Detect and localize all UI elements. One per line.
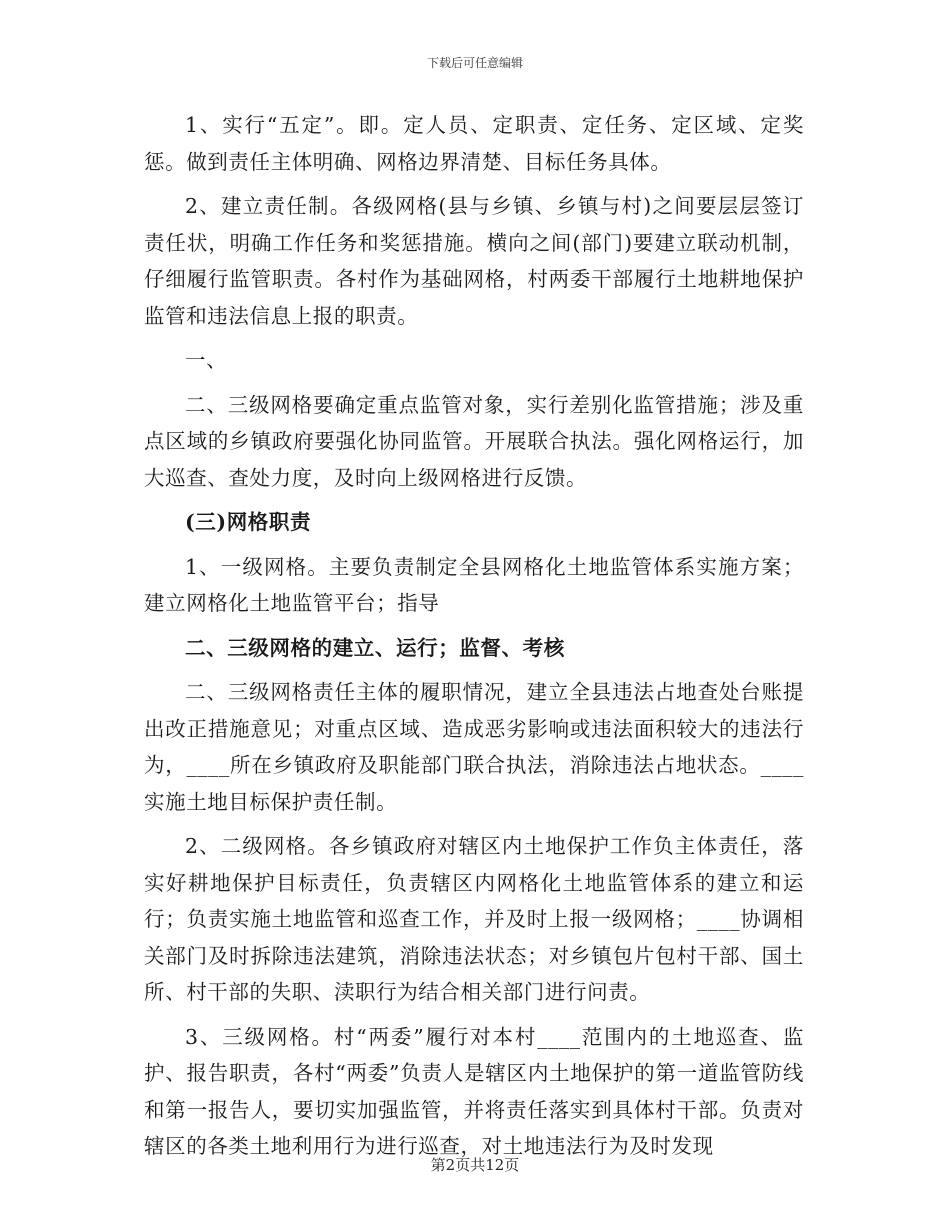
paragraph-level-three-grid: 3、三级网格。村“两委”履行对本村____范围内的土地巡查、监护、报告职责，各村“两委”负责人是辖区内土地保护的第一道监管防线和第一报告人，要切实加强监管，并将责任落实到具体村干部。负责对辖区的各类土地利用行为进行巡查，对土地违法行为及时发现 [144, 1024, 804, 1158]
paragraph-responsibility-system: 2、建立责任制。各级网格(县与乡镇、乡镇与村)之间要层层签订责任状，明确工作任务和奖惩措施。横向之间(部门)要建立联动机制，仔细履行监管职责。各村作为基础网格，村两委干部履行土地耕地保护监管和违法信息上报的职责。 [144, 194, 804, 328]
document-body [144, 107, 804, 1165]
paragraph-key-supervision: 二、三级网格要确定重点监管对象，实行差别化监管措施；涉及重点区域的乡镇政府要强化协同监管。开展联合执法。强化网格运行，加大巡查、查处力度，及时向上级网格进行反馈。 [144, 392, 804, 490]
paragraph-grid-establishment: 二、三级网格的建立、运行；监督、考核 [185, 635, 565, 660]
paragraph-heading-one: 一、 [185, 348, 228, 372]
page-footer: 第2页共12页 [430, 1156, 520, 1174]
paragraph-five-fixes: 1、实行“五定”。即。定人员、定职责、定任务、定区域、定奖惩。做到责任主体明确、网格边界清楚、目标任务具体。 [144, 113, 804, 174]
paragraph-level-one-grid: 1、一级网格。主要负责制定全县网格化土地监管体系实施方案；建立网格化土地监管平台；指导 [144, 554, 804, 615]
page-header: 下载后可任意编辑 [426, 56, 523, 70]
section-heading-grid-duties: (三)网格职责 [185, 510, 312, 534]
paragraph-performance-check: 二、三级网格责任主体的履职情况，建立全县违法占地查处台账提出改正措施意见；对重点区域、造成恶劣影响或违法面积较大的违法行为，____所在乡镇政府及职能部门联合执法，消除违法占地状态。____实施土地目标保护责任制。 [144, 680, 804, 814]
paragraph-level-two-grid: 2、二级网格。各乡镇政府对辖区内土地保护工作负主体责任，落实好耕地保护目标责任，负责辖区内网格化土地监管体系的建立和运行；负责实施土地监管和巡查工作，并及时上报一级网格；____协调相关部门及时拆除违法建筑，消除违法状态；对乡镇包片包村干部、国土所、村干部的失职、渎职行为结合相关部门进行问责。 [144, 834, 804, 1004]
